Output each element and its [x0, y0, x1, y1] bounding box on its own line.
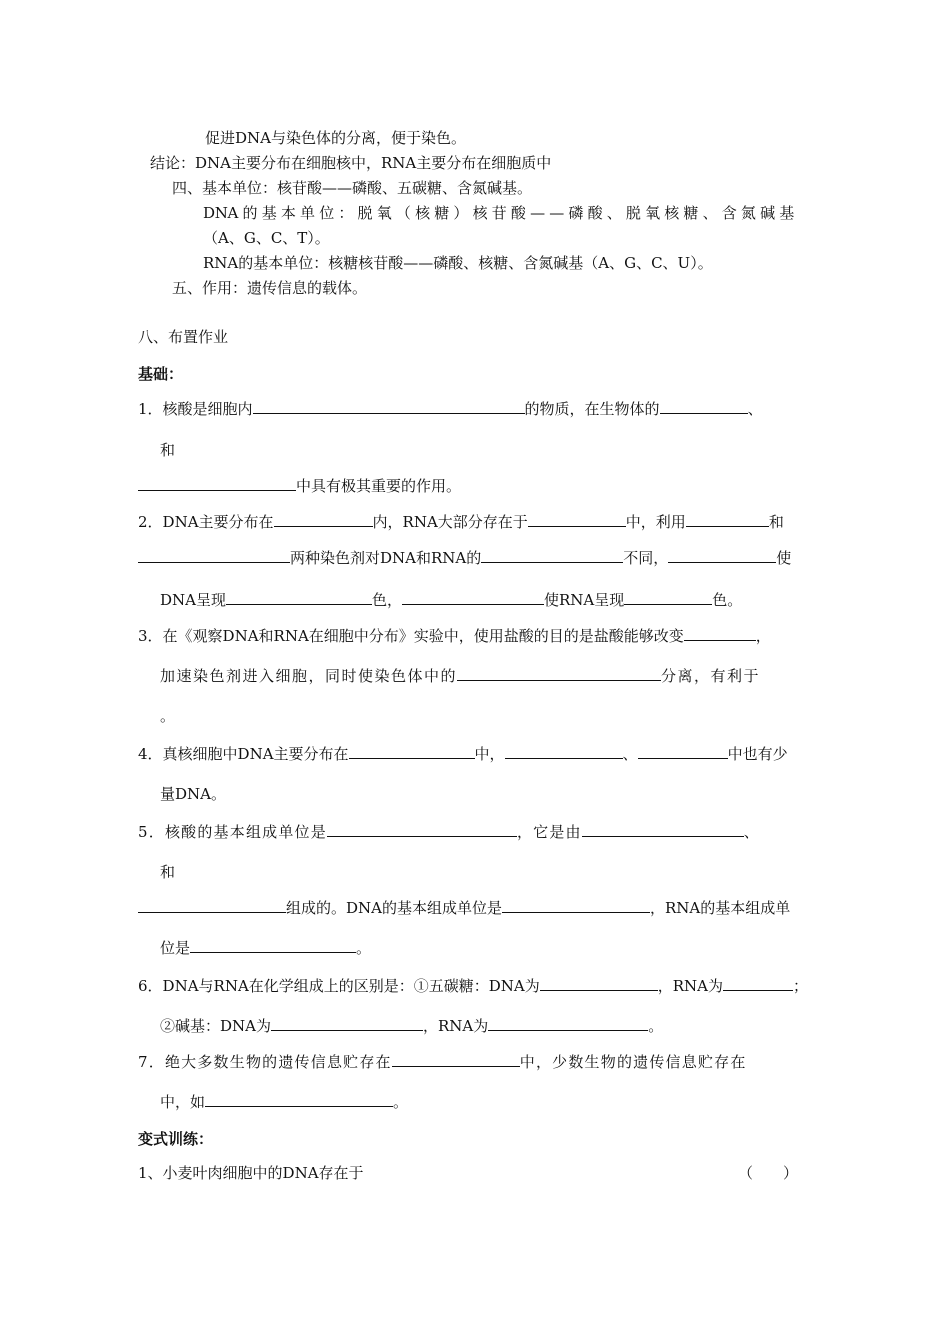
q2-blank-2[interactable] [528, 512, 626, 527]
question-5-line-3 [138, 898, 790, 918]
q4-blank-1[interactable] [349, 744, 475, 759]
q2-blank-6[interactable] [668, 548, 776, 563]
q6-blank-1[interactable] [540, 976, 658, 991]
answer-parentheses[interactable]: （ ） [738, 1164, 799, 1182]
q1-blank-1[interactable] [253, 399, 525, 414]
q5-blank-2[interactable] [582, 822, 744, 837]
variant-question-1: 1、小麦叶肉细胞中的DNA存在于 [138, 1164, 364, 1182]
q2-blank-1[interactable] [274, 512, 373, 527]
q7-text-d: 。 [393, 1093, 409, 1111]
note-line-7: 五、作用：遗传信息的载体。 [172, 279, 368, 297]
note-line-4: DNA 的 基 本 单 位 ： 脱 氧 （ 核 糖 ） 核 苷 酸 — — 磷 酸 、 脱 氧 核 糖 、 含 氮 碱 基 [203, 204, 794, 222]
question-7-line-1 [138, 1052, 747, 1072]
note-line-6: RNA的基本单位：核糖核苷酸——磷酸、核糖、含氮碱基（A、G、C、U）。 [203, 254, 713, 272]
question-7-line-2 [160, 1092, 408, 1112]
question-6-line-1 [138, 976, 808, 996]
conclusion-line: 结论：DNA主要分布在细胞核中，RNA主要分布在细胞质中 [150, 154, 552, 172]
q5-text-g: 位是 [160, 939, 191, 957]
q2-text-b: 内，RNA大部分存在于 [372, 513, 528, 531]
note-line-1: 促进DNA与染色体的分离，便于染色。 [205, 129, 466, 147]
q6-text-b: ，RNA为 [657, 977, 724, 995]
q5-blank-5[interactable] [190, 938, 356, 953]
q2-blank-9[interactable] [624, 590, 712, 605]
question-3-line-1 [138, 626, 771, 646]
q2-text-e: 两种染色剂对DNA和RNA的 [290, 549, 482, 567]
question-2-line-3 [160, 590, 742, 610]
q6-text-e: ，RNA为 [423, 1017, 489, 1035]
q5-text-h: 。 [356, 939, 372, 957]
variant-heading: 变式训练： [138, 1130, 214, 1148]
q7-blank-2[interactable] [205, 1092, 393, 1107]
question-5-line-2: 和 [160, 863, 176, 881]
q3-text-c: 加速染色剂进入细胞，同时使染色体中的 [160, 667, 458, 685]
q4-text-b: 中， [474, 745, 505, 763]
q6-text-a: 6．DNA与RNA在化学组成上的区别是：①五碳糖：DNA为 [138, 977, 540, 995]
q2-text-k: 色。 [712, 591, 743, 609]
q3-blank-2[interactable] [457, 666, 661, 681]
q3-text-d: 分离，有利于 [661, 667, 761, 685]
question-1-line-2: 和 [160, 441, 176, 459]
q6-blank-4[interactable] [488, 1016, 648, 1031]
question-1-line-3 [138, 476, 461, 496]
q4-blank-3[interactable] [638, 744, 728, 759]
question-5-line-1 [138, 822, 760, 842]
q2-text-g: 使 [776, 549, 792, 567]
question-3-line-2 [160, 666, 760, 686]
q5-text-f: ，RNA的基本组成单 [650, 899, 791, 917]
question-4-line-2: 量DNA。 [160, 785, 226, 803]
q4-text-d: 中也有少 [727, 745, 788, 763]
q5-blank-4[interactable] [502, 898, 650, 913]
q5-blank-1[interactable] [327, 822, 517, 837]
q3-blank-1[interactable] [684, 626, 756, 641]
q4-blank-2[interactable] [505, 744, 623, 759]
section-heading: 八、布置作业 [138, 328, 229, 346]
q4-text-a: 4．真核细胞中DNA主要分布在 [138, 745, 349, 763]
q1-text-c: 、 [747, 400, 763, 418]
q7-text-a: 7．绝大多数生物的遗传信息贮存在 [138, 1053, 392, 1071]
q1-text-a: 1．核酸是细胞内 [138, 400, 253, 418]
q2-blank-5[interactable] [481, 548, 623, 563]
question-3-line-3: 。 [160, 707, 176, 725]
q2-text-d: 和 [768, 513, 784, 531]
q2-text-c: 中，利用 [625, 513, 686, 531]
q7-blank-1[interactable] [392, 1052, 520, 1067]
q2-blank-4[interactable] [138, 548, 290, 563]
q2-blank-3[interactable] [686, 512, 769, 527]
q5-text-c: 、 [743, 823, 760, 841]
q7-text-b: 中，少数生物的遗传信息贮存在 [519, 1053, 747, 1071]
q3-text-b: ， [755, 627, 771, 645]
q7-text-c: 中，如 [160, 1093, 206, 1111]
q5-text-e: 组成的。DNA的基本组成单位是 [286, 899, 502, 917]
q2-text-a: 2．DNA主要分布在 [138, 513, 274, 531]
q6-text-f: 。 [648, 1017, 664, 1035]
q4-text-c: 、 [622, 745, 638, 763]
q2-text-h: DNA呈现 [160, 591, 226, 609]
q5-text-a: 5．核酸的基本组成单位是 [138, 823, 327, 841]
q2-blank-7[interactable] [226, 590, 372, 605]
q1-blank-2[interactable] [660, 399, 748, 414]
question-1-line-1 [138, 399, 763, 419]
q5-blank-3[interactable] [138, 898, 286, 913]
question-2-line-2 [138, 548, 791, 568]
q2-text-j: 使RNA呈现 [544, 591, 625, 609]
q1-text-b: 的物质，在生物体的 [524, 400, 660, 418]
question-2-line-1 [138, 512, 784, 532]
q2-blank-8[interactable] [402, 590, 544, 605]
q6-blank-2[interactable] [723, 976, 793, 991]
q1-blank-3[interactable] [138, 476, 296, 491]
question-6-line-2 [160, 1016, 663, 1036]
question-5-line-4 [160, 938, 371, 958]
question-4-line-1 [138, 744, 788, 764]
q6-text-d: ②碱基：DNA为 [160, 1017, 271, 1035]
q5-text-b: ，它是由 [516, 823, 582, 841]
q2-text-f: 不同， [623, 549, 669, 567]
q2-text-i: 色， [371, 591, 402, 609]
q6-text-c: ； [793, 977, 809, 995]
q3-text-a: 3．在《观察DNA和RNA在细胞中分布》实验中，使用盐酸的目的是盐酸能够改变 [138, 627, 684, 645]
note-line-5: （A、G、C、T）。 [203, 229, 330, 247]
q1-text-e: 中具有极其重要的作用。 [296, 477, 462, 495]
basic-heading: 基础： [138, 365, 184, 383]
q6-blank-3[interactable] [271, 1016, 423, 1031]
note-line-3: 四、基本单位：核苷酸——磷酸、五碳糖、含氮碱基。 [172, 179, 533, 197]
